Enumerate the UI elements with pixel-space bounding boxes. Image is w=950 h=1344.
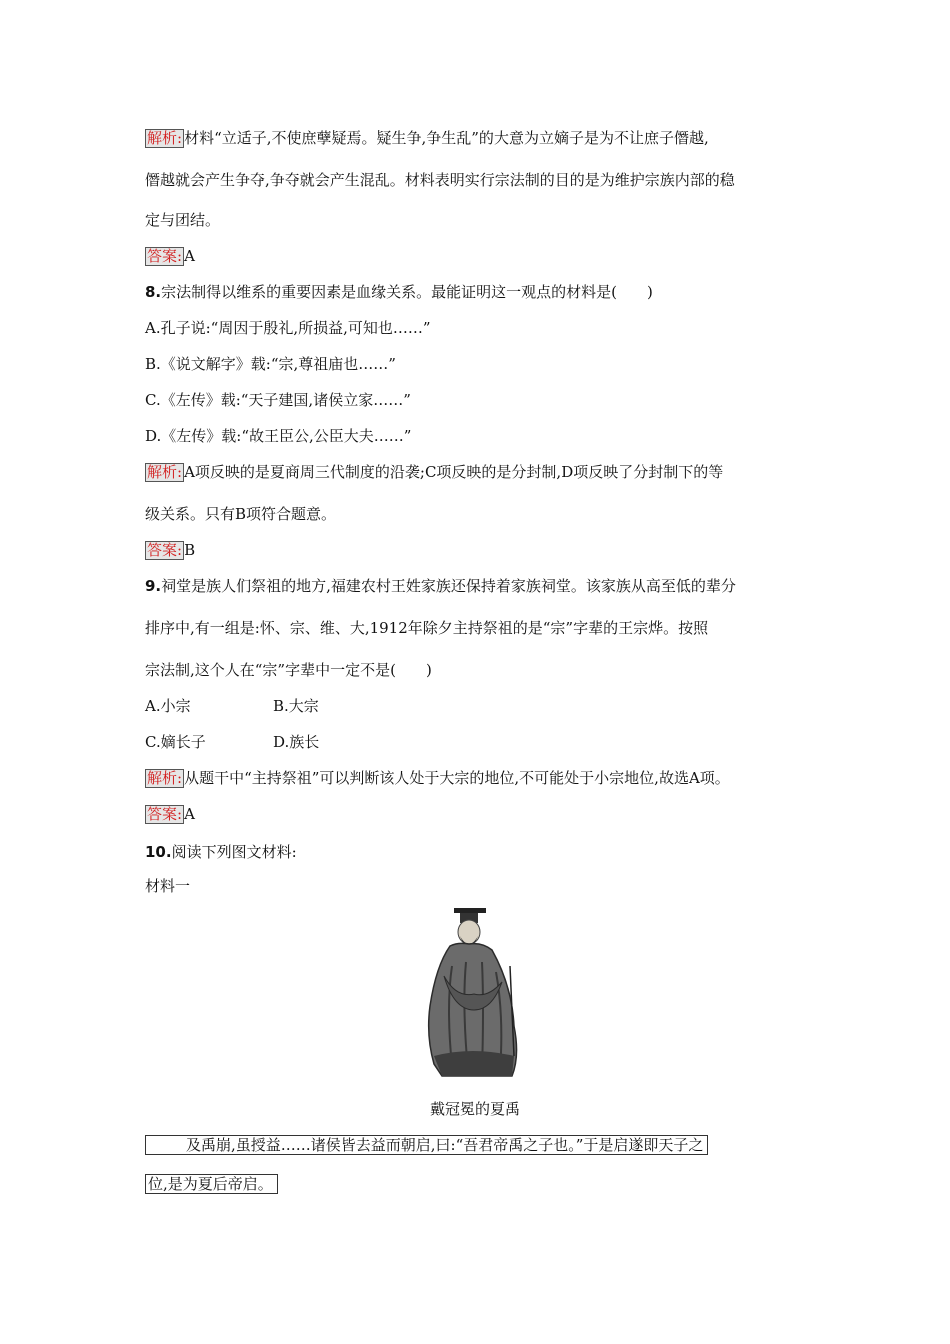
analysis-line: 级关系。只有B项符合题意。 <box>145 505 337 523</box>
answer-value: A <box>184 805 195 823</box>
option-d: D.族长 <box>273 733 320 751</box>
yu-portrait-image <box>422 906 530 1078</box>
question-number: 9. <box>145 577 162 595</box>
question-stem-line: 排序中,有一组是:怀、宗、维、大,1912年除夕主持祭祖的是“宗”字辈的王宗烨。按照 <box>145 619 709 637</box>
option-c: C.《左传》载:“天子建国,诸侯立家……” <box>145 391 411 409</box>
quote-line: 及禹崩,虽授益……诸侯皆去益而朝启,曰:“吾君帝禹之子也。”于是启遂即天子之 <box>145 1135 708 1155</box>
analysis-line: 解析: 材料“立适子,不使庶孽疑焉。疑生争,争生乱”的大意为立嫡子是为不让庶子僭越, <box>147 129 709 147</box>
analysis-label: 解析: <box>147 129 183 147</box>
answer-value: B <box>184 541 196 559</box>
analysis-line: 僭越就会产生争夺,争夺就会产生混乱。材料表明实行宗法制的目的是为维护宗族内部的稳 <box>145 171 735 189</box>
analysis-label: 解析: <box>147 463 183 481</box>
quote-line: 位,是为夏后帝启。 <box>145 1174 278 1194</box>
question-stem: 10.阅读下列图文材料: <box>145 843 297 861</box>
analysis-label: 解析: <box>147 769 183 787</box>
question-stem: 9.祠堂是族人们祭祖的地方,福建农村王姓家族还保持着家族祠堂。该家族从高至低的辈分 <box>145 577 736 595</box>
analysis-line: 定与团结。 <box>145 211 221 229</box>
question-stem-line: 宗法制,这个人在“宗”字辈中一定不是( ) <box>145 661 432 679</box>
option-b: B.大宗 <box>273 697 319 715</box>
question-stem: 8.宗法制得以维系的重要因素是血缘关系。最能证明这一观点的材料是( ) <box>145 283 653 301</box>
option-a: A.孔子说:“周因于殷礼,所损益,可知也……” <box>145 319 431 337</box>
answer-line <box>145 540 195 560</box>
answer-line <box>145 804 195 824</box>
material-label: 材料一 <box>145 877 191 895</box>
question-number: 10. <box>145 843 172 861</box>
answer-label: 答案: <box>147 541 183 559</box>
option-c: C.嫡长子 <box>145 733 206 751</box>
answer-line <box>145 246 195 266</box>
answer-label: 答案: <box>147 247 183 265</box>
answer-value: A <box>184 247 195 265</box>
analysis-line: 解析: A项反映的是夏商周三代制度的沿袭;C项反映的是分封制,D项反映了分封制下的等 <box>147 463 724 481</box>
option-a: A.小宗 <box>145 697 191 715</box>
option-b: B.《说文解字》载:“宗,尊祖庙也……” <box>145 355 396 373</box>
answer-label: 答案: <box>147 805 183 823</box>
option-d: D.《左传》载:“故王臣公,公臣大夫……” <box>145 427 412 445</box>
figure-caption: 戴冠冕的夏禹 <box>429 1100 520 1118</box>
analysis-line: 解析: 从题干中“主持祭祖”可以判断该人处于大宗的地位,不可能处于小宗地位,故选A项。 <box>147 769 730 787</box>
question-number: 8. <box>145 283 162 301</box>
